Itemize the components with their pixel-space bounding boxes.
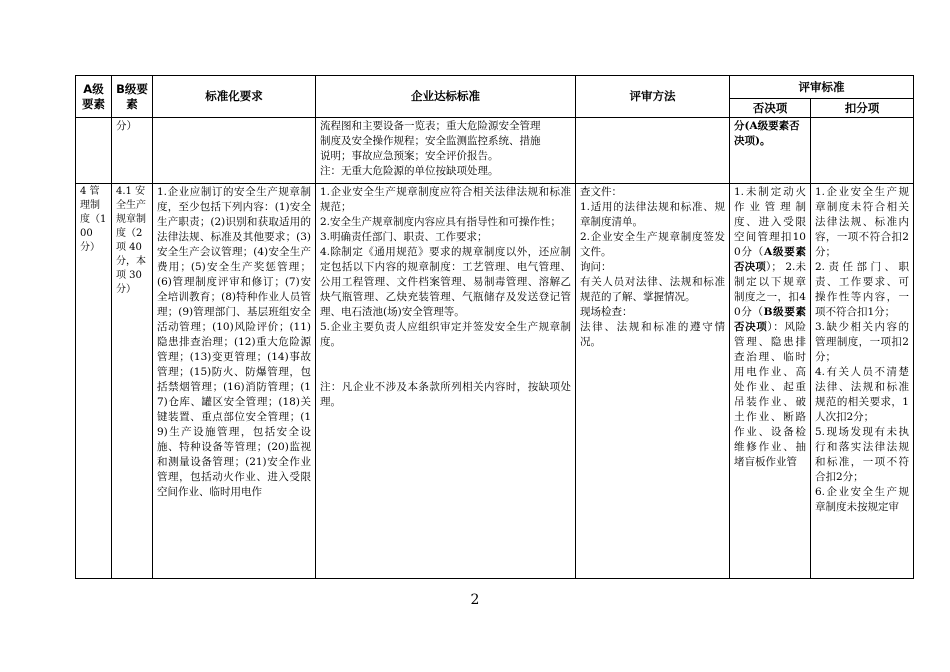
cell-method — [576, 118, 730, 184]
enterprise-line: 注：无重大危险源的单位按缺项处理。 — [320, 165, 499, 177]
enterprise-item: 4.除制定《通用规范》要求的规章制度以外，还应制定包括以下内容的规章制度：工艺管理、电气管理、公用工程管理、文件档案管理、易制毒管理、溶解乙炔气瓶管理、乙炔充装管理、气瓶储存及发送登记管理、电石渣池(场)安全管理等。 — [320, 246, 571, 318]
deduct-item: 2.责任部门、职责、工作要求、可操作性等内容，一项不符合扣1分； — [815, 261, 909, 318]
enterprise-item: 2.安全生产规章制度内容应具有指导性和可操作性； — [320, 216, 562, 228]
deduct-item: 4.有关人员不清楚法律、法规和标准规范的相关要求，1人次扣2分； — [815, 366, 909, 423]
header-review-method: 评审方法 — [576, 76, 730, 118]
method-item: 2.企业安全生产规章制度签发文件。 — [580, 231, 725, 258]
enterprise-line: 流程图和主要设备一览表；重大危险源安全管理 — [320, 120, 541, 132]
cell-b-level: 分） — [112, 118, 153, 184]
cell-deduct — [811, 118, 914, 184]
standards-table — [75, 75, 914, 579]
deduct-item: 3.缺少相关内容的管理制度，一项扣2分； — [815, 321, 909, 363]
table-row — [76, 118, 914, 184]
enterprise-line: 制度及安全操作规程；安全监测监控系统、措施 — [320, 135, 541, 147]
header-enterprise-standard: 企业达标标准 — [316, 76, 576, 118]
cell-deduct — [811, 184, 914, 579]
enterprise-item: 3.明确责任部门、职责、工作要求； — [320, 231, 488, 243]
deduct-item: 6.企业安全生产规章制度未按规定审 — [815, 486, 909, 513]
cell-a-level — [76, 118, 112, 184]
header-veto: 否决项 — [730, 99, 811, 118]
method-item: 有关人员对法律、法规和标准规范的了解、掌握情况。 — [580, 276, 725, 303]
method-item: 查文件： — [580, 186, 622, 198]
cell-b-level: 4.1 安全生产规章制度（2 项 40分，本 项 30分） — [112, 184, 153, 579]
cell-veto: 1.未制定动火作业管理制度、进入受限空间管理扣100分（A级要素否决项）； 2.未制定以下规章制度之一，扣40分（B级要素否决项）：风险管理、隐患排查治理、临时用电作业、高处作业、起重吊装作业、破土作业、断路作业、设备检维修作业、抽堵盲板作业管 — [730, 184, 811, 579]
header-review-criteria: 评审标准 — [730, 76, 914, 99]
enterprise-item: 5.企业主要负责人应组织审定并签发安全生产规章制度。 — [320, 321, 571, 348]
deduct-item: 1.企业安全生产规章制度未符合相关法律法规、标准内容，一项不符合扣2分； — [815, 186, 909, 258]
cell-veto: 分(A级要素否决项)。 — [730, 118, 811, 184]
method-item: 询问： — [580, 261, 612, 273]
table-row — [76, 184, 914, 579]
deduct-item: 5.现场发现有未执行和落实法律法规和标准，一项不符合扣2分； — [815, 426, 909, 483]
enterprise-note: 注：凡企业不涉及本条款所列相关内容时，按缺项处理。 — [320, 381, 571, 408]
cell-enterprise — [316, 118, 576, 184]
method-item: 现场检查： — [580, 306, 633, 318]
cell-standard: 1.企业应制订的安全生产规章制度，至少包括下列内容：(1)安全生产职责；(2)识别和获取适用的法律法规、标准及其他要求；(3)安全生产会议管理；(4)安全生产费用；(5)安全生产奖惩管理；(6)管理制度评审和修订；(7)安全培训教育；(8)特种作业人员管理；(9)管理部门、基层班组安全活动管理；(10)风险评价；(11)隐患排查治理；(12)重大危险源管理；(13)变更管理；(14)事故管理；(15)防火、防爆管理，包括禁烟管理；(16)消防管理；(17)仓库、罐区安全管理；(18)关键装置、重点部位安全管理；(19)生产设施管理，包括安全设施、特种设备等管理；(20)监视和测量设备管理；(21)安全作业管理，包括动火作业、进入受限空间作业、临时用电作 — [153, 184, 316, 579]
method-item: 法律、法规和标准的遵守情况。 — [580, 321, 725, 348]
enterprise-item: 1.企业安全生产规章制度应符合相关法律法规和标准规范； — [320, 186, 571, 213]
cell-method — [576, 184, 730, 579]
enterprise-line: 说明；事故应急预案；安全评价报告。 — [320, 150, 499, 162]
cell-a-level: 4 管理制度（100分） — [76, 184, 112, 579]
page-number: 2 — [470, 592, 480, 608]
header-standard-requirement: 标准化要求 — [153, 76, 316, 118]
cell-standard — [153, 118, 316, 184]
header-a-level: A级要素 — [76, 76, 112, 118]
header-b-level: B级要素 — [112, 76, 153, 118]
cell-enterprise — [316, 184, 576, 579]
header-deduct: 扣分项 — [811, 99, 914, 118]
method-item: 1.适用的法律法规和标准、规章制度清单。 — [580, 201, 725, 228]
